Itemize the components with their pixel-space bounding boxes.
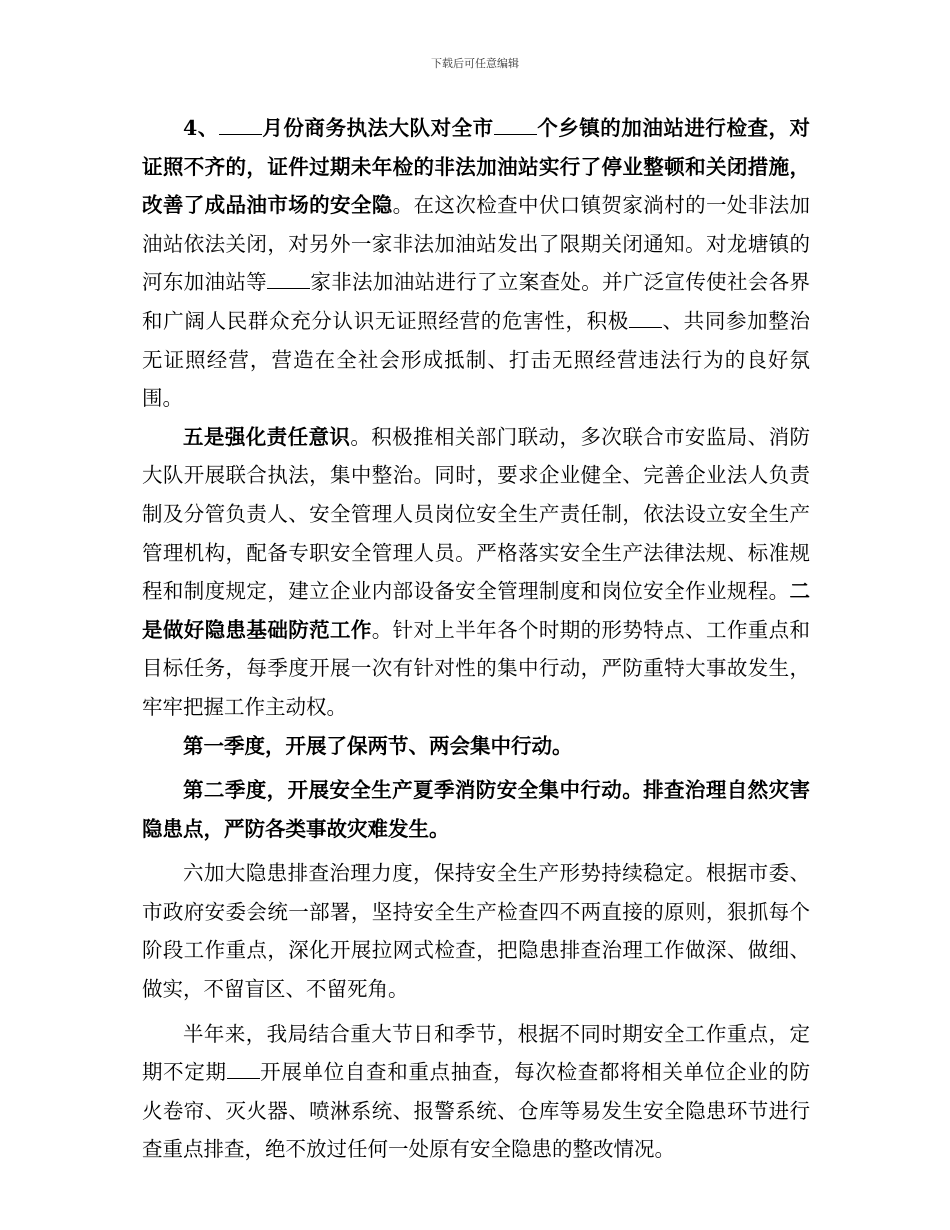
body-text: 家非法加油站进行了立案查处。并广泛宣传使社会各界和广阔人民群众充分认识无证照经营的危害性，积极 xyxy=(142,270,811,333)
fill-blank xyxy=(219,112,262,135)
fill-blank xyxy=(227,1057,260,1080)
body-text: 。在这次检查中伏口镇贺家淌村的一处非法加油站依法关闭，对另外一家非法加油站发出了限期关闭通知。对龙塘镇的河东加油站等 xyxy=(142,193,811,295)
document-body xyxy=(142,109,810,1169)
bold-heading: 五是强化责任意识 xyxy=(183,424,351,449)
bold-text: 月份商务执法大队对全市 xyxy=(261,116,494,140)
paragraph-responsibility xyxy=(142,418,810,727)
body-text: 开展单位自查和重点抽查，每次检查都将相关单位企业的防火卷帘、灭火器、喷淋系统、报警系统、仓库等易发生安全隐患环节进行查重点排查，绝不放过任何一处原有安全隐患的整改情况。 xyxy=(142,1060,811,1162)
paragraph-gas-station-inspection xyxy=(142,109,810,418)
paragraph-second-quarter xyxy=(142,771,810,848)
fill-blank xyxy=(629,305,662,328)
paragraph-half-year xyxy=(142,1015,810,1169)
body-text: 。针对上半年各个时期的形势特点、工作重点和目标任务，每季度开展一次有针对性的集中行动，严防重特大事故发生，牢牢把握工作主动权。 xyxy=(142,617,811,719)
body-text: 半年来，我局结合重大节日和季节，根据不同时期安全工作重点，定期不定期 xyxy=(142,1021,810,1085)
bold-text: 第一季度，开展了保两节、两会集中行动。 xyxy=(183,733,573,758)
fill-blank xyxy=(494,112,537,135)
bold-text: 4、 xyxy=(183,116,219,140)
page-header: 下载后可任意编辑 xyxy=(431,57,519,70)
body-text: 、共同参加整治无证照经营，营造在全社会形成抵制、打击无照经营违法行为的良好氛围。 xyxy=(142,308,811,411)
bold-heading: 二是做好隐患基础防范工作 xyxy=(142,579,810,642)
fill-blank xyxy=(267,267,310,290)
body-text: 六加大隐患排查治理力度，保持安全生产形势持续稳定。根据市委、市政府安委会统一部署，坚持安全生产检查四不两直接的原则，狠抓每个阶段工作重点，深化开展拉网式检查，把隐患排查治理工作做深、做细、做实，不留盲区、不留死角。 xyxy=(142,861,810,1002)
bold-text: 第二季度，开展安全生产夏季消防安全集中行动。排查治理自然灾害隐患点，严防各类事故灾难发生。 xyxy=(142,778,810,841)
paragraph-first-quarter xyxy=(142,727,810,766)
body-text: 。积极推相关部门联动，多次联合市安监局、消防大队开展联合执法，集中整治。同时，要求企业健全、完善企业法人负责制及分管负责人、安全管理人员岗位安全生产责任制，依法设立安全生产管理机构，配备专职安全管理人员。严格落实安全生产法律法规、标准规程和制度规定，建立企业内部设备安全管理制度和岗位安全作业规程。 xyxy=(142,424,811,604)
paragraph-hazard-investigation xyxy=(142,854,810,1008)
bold-text: 个乡镇的加油站进行检查，对证照不齐的，证件过期未年检的非法加油站实行了停业整顿和关闭措施，改善了成品油市场的安全隐 xyxy=(142,116,811,218)
